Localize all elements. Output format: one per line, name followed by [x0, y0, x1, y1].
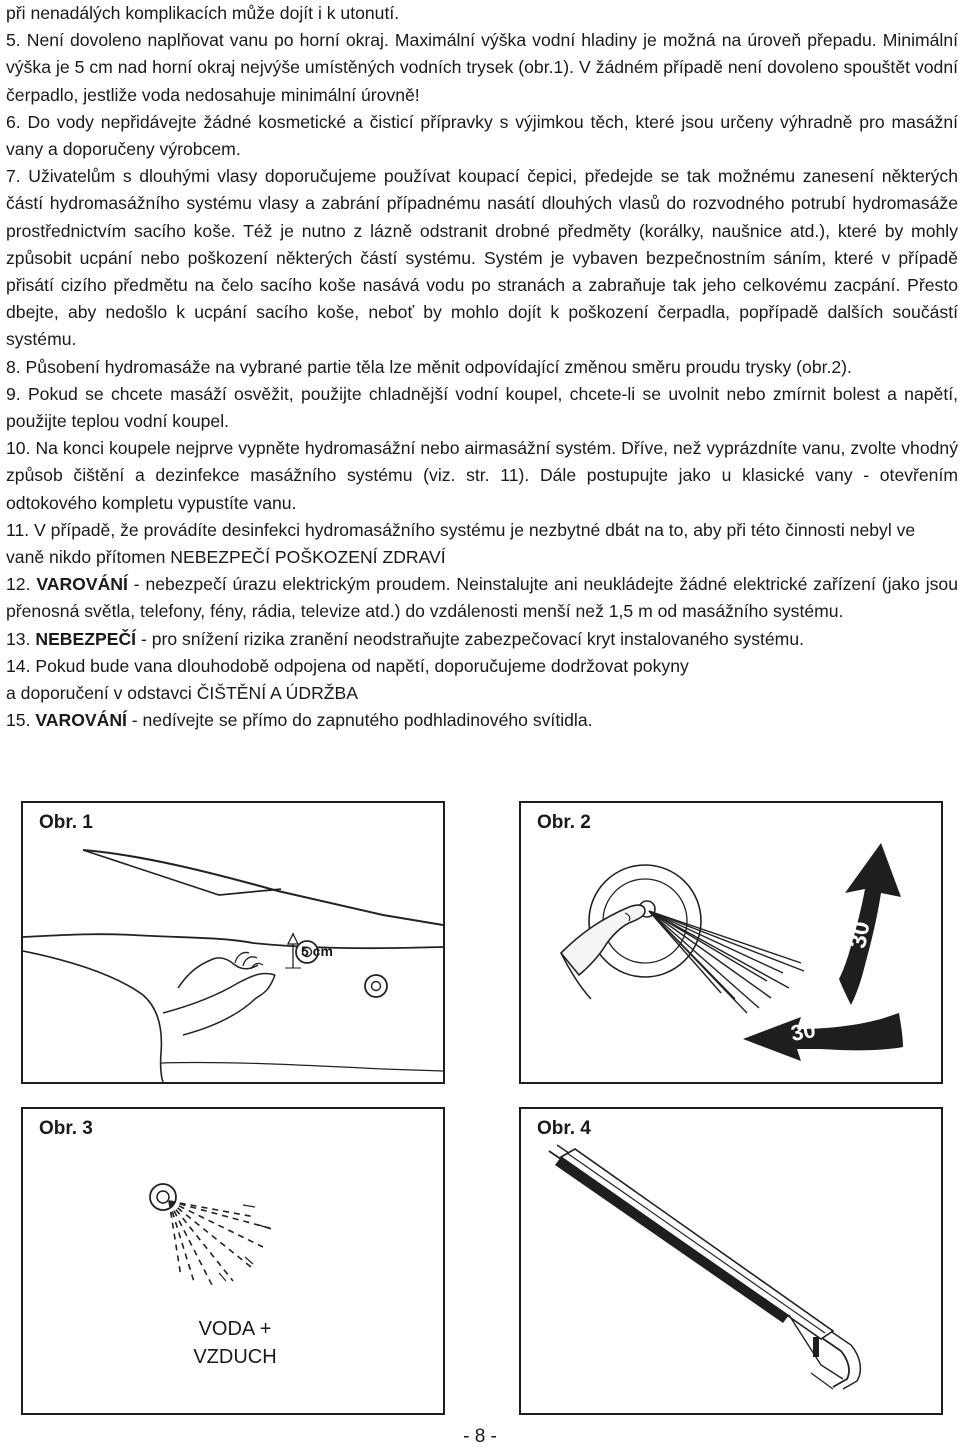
warning-keyword: VAROVÁNÍ: [36, 574, 128, 595]
angle-label-vertical: 30: [844, 919, 876, 951]
figure-label: Obr. 3: [39, 1118, 93, 1139]
paragraph-6: 6. Do vody nepřidávejte žádné kosmetické a čisticí přípravky s výjimkou těch, které jsou určeny výhradně pro masážní vany a doporučeny výrobcem.: [6, 111, 958, 160]
paragraph-15: [6, 707, 958, 734]
figure-label: Obr. 1: [39, 812, 93, 833]
angle-label-horizontal: 30: [788, 1017, 818, 1046]
paragraph-15-number: 15.: [6, 710, 36, 731]
neck-waterfall-jet-illustration: [521, 1109, 941, 1413]
dimension-label: 5 cm: [301, 943, 333, 959]
danger-keyword: NEBEZPEČÍ: [35, 628, 137, 649]
caption-line-1: VODA +: [198, 1318, 272, 1340]
paragraph-11: 11. V případě, že provádíte desinfekci hydromasážního systému je nezbytné dbát na to, aby při této činnosti nebyl ve vaně nikdo přítomen NEBEZPEČÍ POŠKOZENÍ ZDRAVÍ: [6, 519, 916, 568]
instructions-text: [6, 0, 958, 734]
paragraph-continuation: při nenadálých komplikacích může dojít i k utonutí.: [6, 3, 400, 23]
paragraph-15-body: - nedívejte se přímo do zapnutého podhladinového svítidla.: [126, 710, 593, 731]
paragraph-12-number: 12.: [6, 574, 37, 595]
figure-label: Obr. 4: [537, 1118, 591, 1139]
jet-direction-illustration: [521, 803, 941, 1082]
figure-obr-1: [21, 801, 445, 1084]
figure-obr-2: [519, 801, 943, 1084]
water-air-caption: [183, 1315, 287, 1371]
paragraph-7: 7. Uživatelům s dlouhými vlasy doporučujeme používat koupací čepici, předejde se tak možnému zanesení některých částí hydromasážního systému vlasy a zabrání případnému nasátí dlouhých vlasů do rozvodného potrubí hydromasáže prostřednictvím sacího koše. Též je nutno z lázně odstranit drobné předměty (korálky, naušnice atd.), které by mohly způsobit ucpání nebo poškození některých částí systému. Systém je vybaven bezpečnostním sáním, které v případě přisátí cizího předmětu na čelo sacího koše nasává vodu po stranách a zabraňuje tak jeho celkovému zacpání. Přesto dbejte, aby nedošlo k ucpání sacího koše, neboť by mohlo dojít k poškození čerpadla, popřípadě dalších součástí systému.: [6, 166, 958, 350]
page-number: - 8 -: [463, 1426, 497, 1447]
caption-line-2: VZDUCH: [193, 1346, 277, 1368]
figure-label: Obr. 2: [537, 812, 591, 833]
paragraph-12-body: - nebezpečí úrazu elektrickým proudem. Neinstalujte ani neukládejte žádné elektrické zařízení (jako jsou přenosná světla, telefony, fény, rádia, televize atd.) do vzdálenosti menší než 1,5 m od masážního systému.: [6, 574, 958, 622]
paragraph-14-line1: 14. Pokud bude vana dlouhodobě odpojena od napětí, doporučujeme dodržovat pokyny: [6, 655, 689, 676]
bathtub-water-level-illustration: [23, 803, 443, 1082]
warning-keyword: VAROVÁNÍ: [35, 710, 127, 731]
paragraph-14-line2: a doporučení v odstavci ČIŠTĚNÍ A ÚDRŽBA: [6, 683, 359, 704]
paragraph-13-number: 13.: [6, 628, 36, 649]
paragraph-13: [6, 626, 958, 653]
figure-obr-3: [21, 1107, 445, 1415]
paragraph-13-body: - pro snížení rizika zranění neodstraňujte zabezpečovací kryt instalovaného systému.: [136, 628, 804, 649]
paragraph-5: 5. Není dovoleno naplňovat vanu po horní okraj. Maximální výška vodní hladiny je možná na úroveň přepadu. Minimální výška je 5 cm nad horní okraj nejvýše umístěných vodních trysek (obr.1). V žádném případě není dovoleno spouštět vodní čerpadlo, jestliže voda nedosahuje minimální úrovně!: [6, 30, 958, 105]
paragraph-9: 9. Pokud se chcete masáží osvěžit, použijte chladnější vodní koupel, chcete-li se uvolnit nebo zmírnit bolest a napětí, použijte teplou vodní koupel.: [6, 383, 958, 432]
paragraph-8: 8. Působení hydromasáže na vybrané partie těla lze měnit odpovídající změnou směru proudu trysky (obr.2).: [6, 356, 852, 377]
paragraph-12: [6, 571, 958, 625]
figure-obr-4: [519, 1107, 943, 1415]
paragraph-10: 10. Na konci koupele nejprve vypněte hydromasážní nebo airmasážní systém. Dříve, než vyprázdníte vanu, zvolte vhodný způsob čištění a dezinfekce masážního systému (viz. str. 11). Dále postupujte jako u klasické vany - otevřením odtokového kompletu vypustíte vanu.: [6, 438, 958, 513]
